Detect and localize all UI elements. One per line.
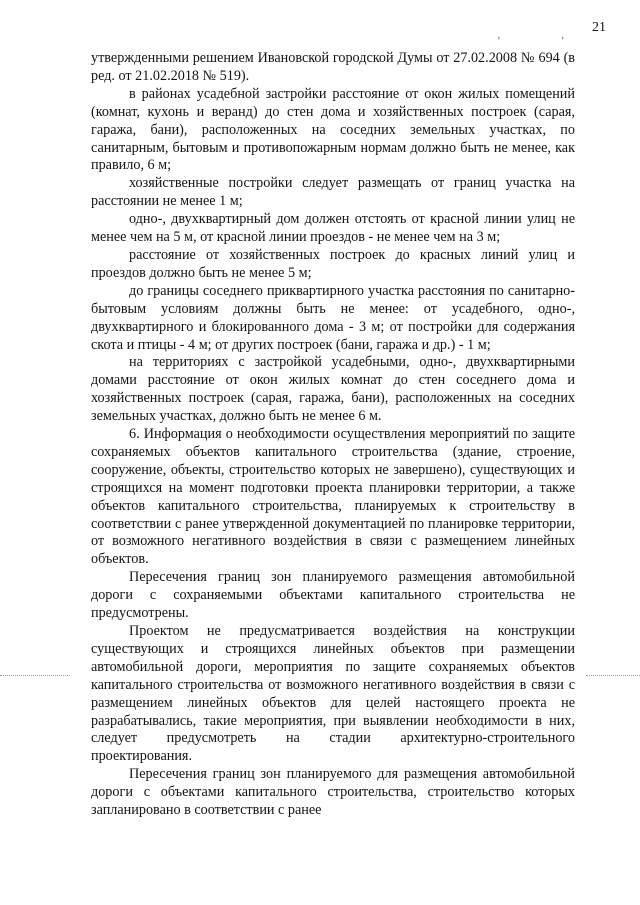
paragraph: хозяйственные постройки следует размещать от границ участка на расстоянии не менее 1 м; xyxy=(91,175,575,210)
scan-artifact-line xyxy=(0,675,70,677)
paragraph: Пересечения границ зон планируемого для размещения автомобильной дороги с объектами капитального строительства, строительство которых запланировано в соответствии с ранее xyxy=(91,766,575,819)
paragraph: Проектом не предусматривается воздействия на конструкции существующих и строящихся линейных объектов при размещении автомобильной дороги, мероприятия по защите сохраняемых объектов капитального строительства от возможного негативного воздействия в связи с размещением линейных объектов для целей настоящего проекта не разрабатывались, такие мероприятия, при выявлении необходимости в них, следует предусмотреть на стадии архитектурно-строительного проектирования. xyxy=(91,623,575,765)
section-6-paragraph: 6. Информация о необходимости осуществления мероприятий по защите сохраняемых объектов капитального строительства (здание, строение, сооружение, объекты, строительство которых не завершено), существующих и строящихся на момент подготовки проекта планировки территории, а также объектов капитального строительства, планируемых к строительству в соответствии с ранее утвержденной документацией по планировке территории, от возможного негативного воздействия в связи с размещением линейных объектов. xyxy=(91,426,575,568)
scan-artifact-line xyxy=(586,675,640,677)
scan-mark: ' xyxy=(561,36,626,47)
paragraph: в районах усадебной застройки расстояние от окон жилых помещений (комнат, кухонь и веранд) до стен дома и хозяйственных построек (сарая, гаража, бани), расположенных на соседних земельных участках, по санитарным, бытовым и противопожарным нормам должно быть не менее, как правило, 6 м; xyxy=(91,85,575,174)
scan-mark: ' xyxy=(498,36,562,47)
paragraph: на территориях с застройкой усадебными, одно-, двухквартирными домами расстояние от окон жилых комнат до стен соседнего дома и хозяйственных построек (сарая, гаража, бани), расположенных на соседних земельных участках, должно быть не менее 6 м. xyxy=(91,354,575,425)
paragraph: одно-, двухквартирный дом должен отстоять от красной линии улиц не менее чем на 5 м, от красной линии проездов - не менее чем на 3 м; xyxy=(91,211,575,246)
paragraph: расстояние от хозяйственных построек до красных линий улиц и проездов должно быть не менее 5 м; xyxy=(91,246,575,281)
paragraph: Пересечения границ зон планируемого размещения автомобильной дороги с сохраняемыми объектами капитального строительства не предусмотрены. xyxy=(91,569,575,622)
paragraph: до границы соседнего приквартирного участка расстояния по санитарно-бытовым условиям должны быть не менее: от усадебного, одно-, двухквартирного и блокированного дома - 3 м; от постройки для содержания скота и птицы - 4 м; от других построек (бани, гаража и др.) - 1 м; xyxy=(91,282,575,353)
paragraph: утвержденными решением Ивановской городской Думы от 27.02.2008 № 694 (в ред. от 21.02.2018 № 519). xyxy=(91,50,575,84)
document-body xyxy=(91,50,575,820)
page-number: 21 xyxy=(592,20,606,35)
scan-marks xyxy=(498,36,626,47)
